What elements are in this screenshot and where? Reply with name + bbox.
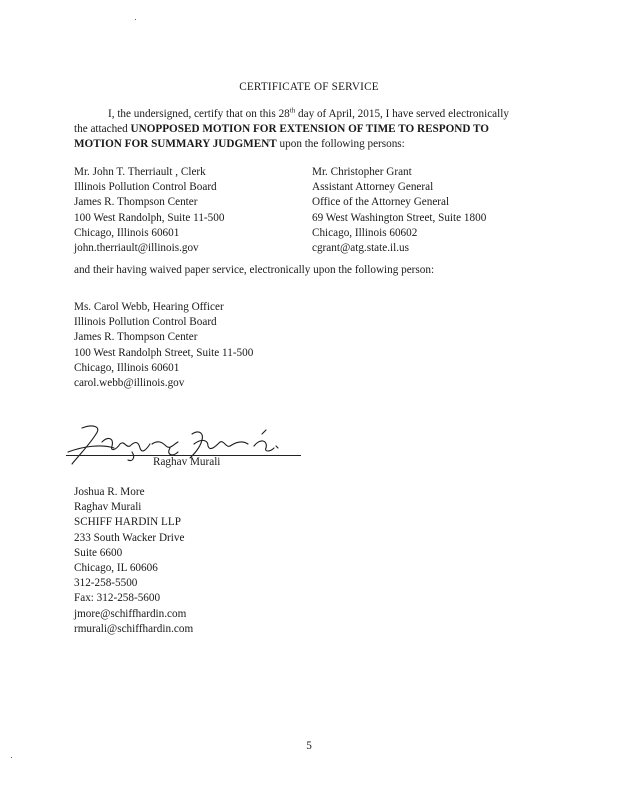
- page-number: 5: [306, 740, 312, 752]
- hearing-officer-line: 100 West Randolph Street, Suite 11-500: [74, 346, 254, 359]
- recipient-block-left: [74, 165, 224, 256]
- recipient-line: Chicago, Illinois 60601: [74, 226, 180, 239]
- recipient-block-right: [312, 165, 486, 256]
- recipient-email: cgrant@atg.state.il.us: [312, 241, 409, 254]
- intro-text-1: I, the undersigned, certify that on this 28: [108, 108, 290, 120]
- hearing-officer-line: Chicago, Illinois 60601: [74, 361, 180, 374]
- recipient-line: Office of the Attorney General: [312, 196, 450, 209]
- recipient-line: 100 West Randolph, Suite 11-500: [74, 211, 225, 224]
- firm-email: jmore@schiffhardin.com: [74, 607, 187, 620]
- hearing-officer-block: [74, 300, 253, 391]
- recipient-line: Illinois Pollution Control Board: [74, 181, 217, 194]
- firm-phone: 312-258-5500: [74, 577, 138, 590]
- intro-text-2: day of April, 2015, I have served electronically: [295, 108, 509, 120]
- recipient-line: Chicago, Illinois 60602: [312, 226, 418, 239]
- motion-title-part-2: MOTION FOR SUMMARY JUDGMENT: [74, 138, 277, 151]
- firm-block: [74, 485, 193, 637]
- firm-name: SCHIFF HARDIN LLP: [74, 516, 181, 529]
- firm-address-line: 233 South Wacker Drive: [74, 531, 185, 544]
- motion-title-part-1: UNOPPOSED MOTION FOR EXTENSION OF TIME TO RESPOND TO: [130, 123, 490, 136]
- recipient-line: James R. Thompson Center: [74, 196, 198, 209]
- firm-fax: Fax: 312-258-5600: [74, 592, 161, 605]
- intro-paragraph: [74, 107, 554, 153]
- hearing-officer-email: carol.webb@illinois.gov: [74, 376, 185, 389]
- recipient-email: john.therriault@illinois.gov: [74, 241, 199, 254]
- signatory-name: Raghav Murali: [153, 456, 221, 468]
- firm-address-line: Chicago, IL 60606: [74, 561, 158, 574]
- intro-line-1: [74, 107, 554, 122]
- hearing-officer-line: Illinois Pollution Control Board: [74, 316, 217, 329]
- firm-email: rmurali@schiffhardin.com: [74, 622, 194, 635]
- firm-address-line: Suite 6600: [74, 546, 123, 559]
- scan-speck: [11, 757, 12, 758]
- recipient-line: Mr. Christopher Grant: [312, 166, 412, 178]
- intro-line-2: [74, 122, 554, 137]
- scan-speck: [135, 19, 136, 20]
- recipient-line: Assistant Attorney General: [312, 181, 434, 194]
- recipient-line: 69 West Washington Street, Suite 1800: [312, 211, 487, 224]
- intro-text-4: upon the following persons:: [276, 138, 405, 151]
- recipient-line: Mr. John T. Therriault , Clerk: [74, 166, 206, 178]
- hearing-officer-line: Ms. Carol Webb, Hearing Officer: [74, 301, 224, 313]
- intro-text-3: the attached: [74, 123, 131, 136]
- attorney-name: Joshua R. More: [74, 486, 145, 498]
- ordinal-suffix: th: [289, 106, 296, 115]
- intro-line-3: [74, 137, 554, 152]
- attorney-name: Raghav Murali: [74, 501, 142, 514]
- hearing-officer-line: James R. Thompson Center: [74, 331, 198, 344]
- waived-service-text: and their having waived paper service, electronically upon the following person:: [74, 264, 435, 276]
- document-title: CERTIFICATE OF SERVICE: [239, 81, 379, 93]
